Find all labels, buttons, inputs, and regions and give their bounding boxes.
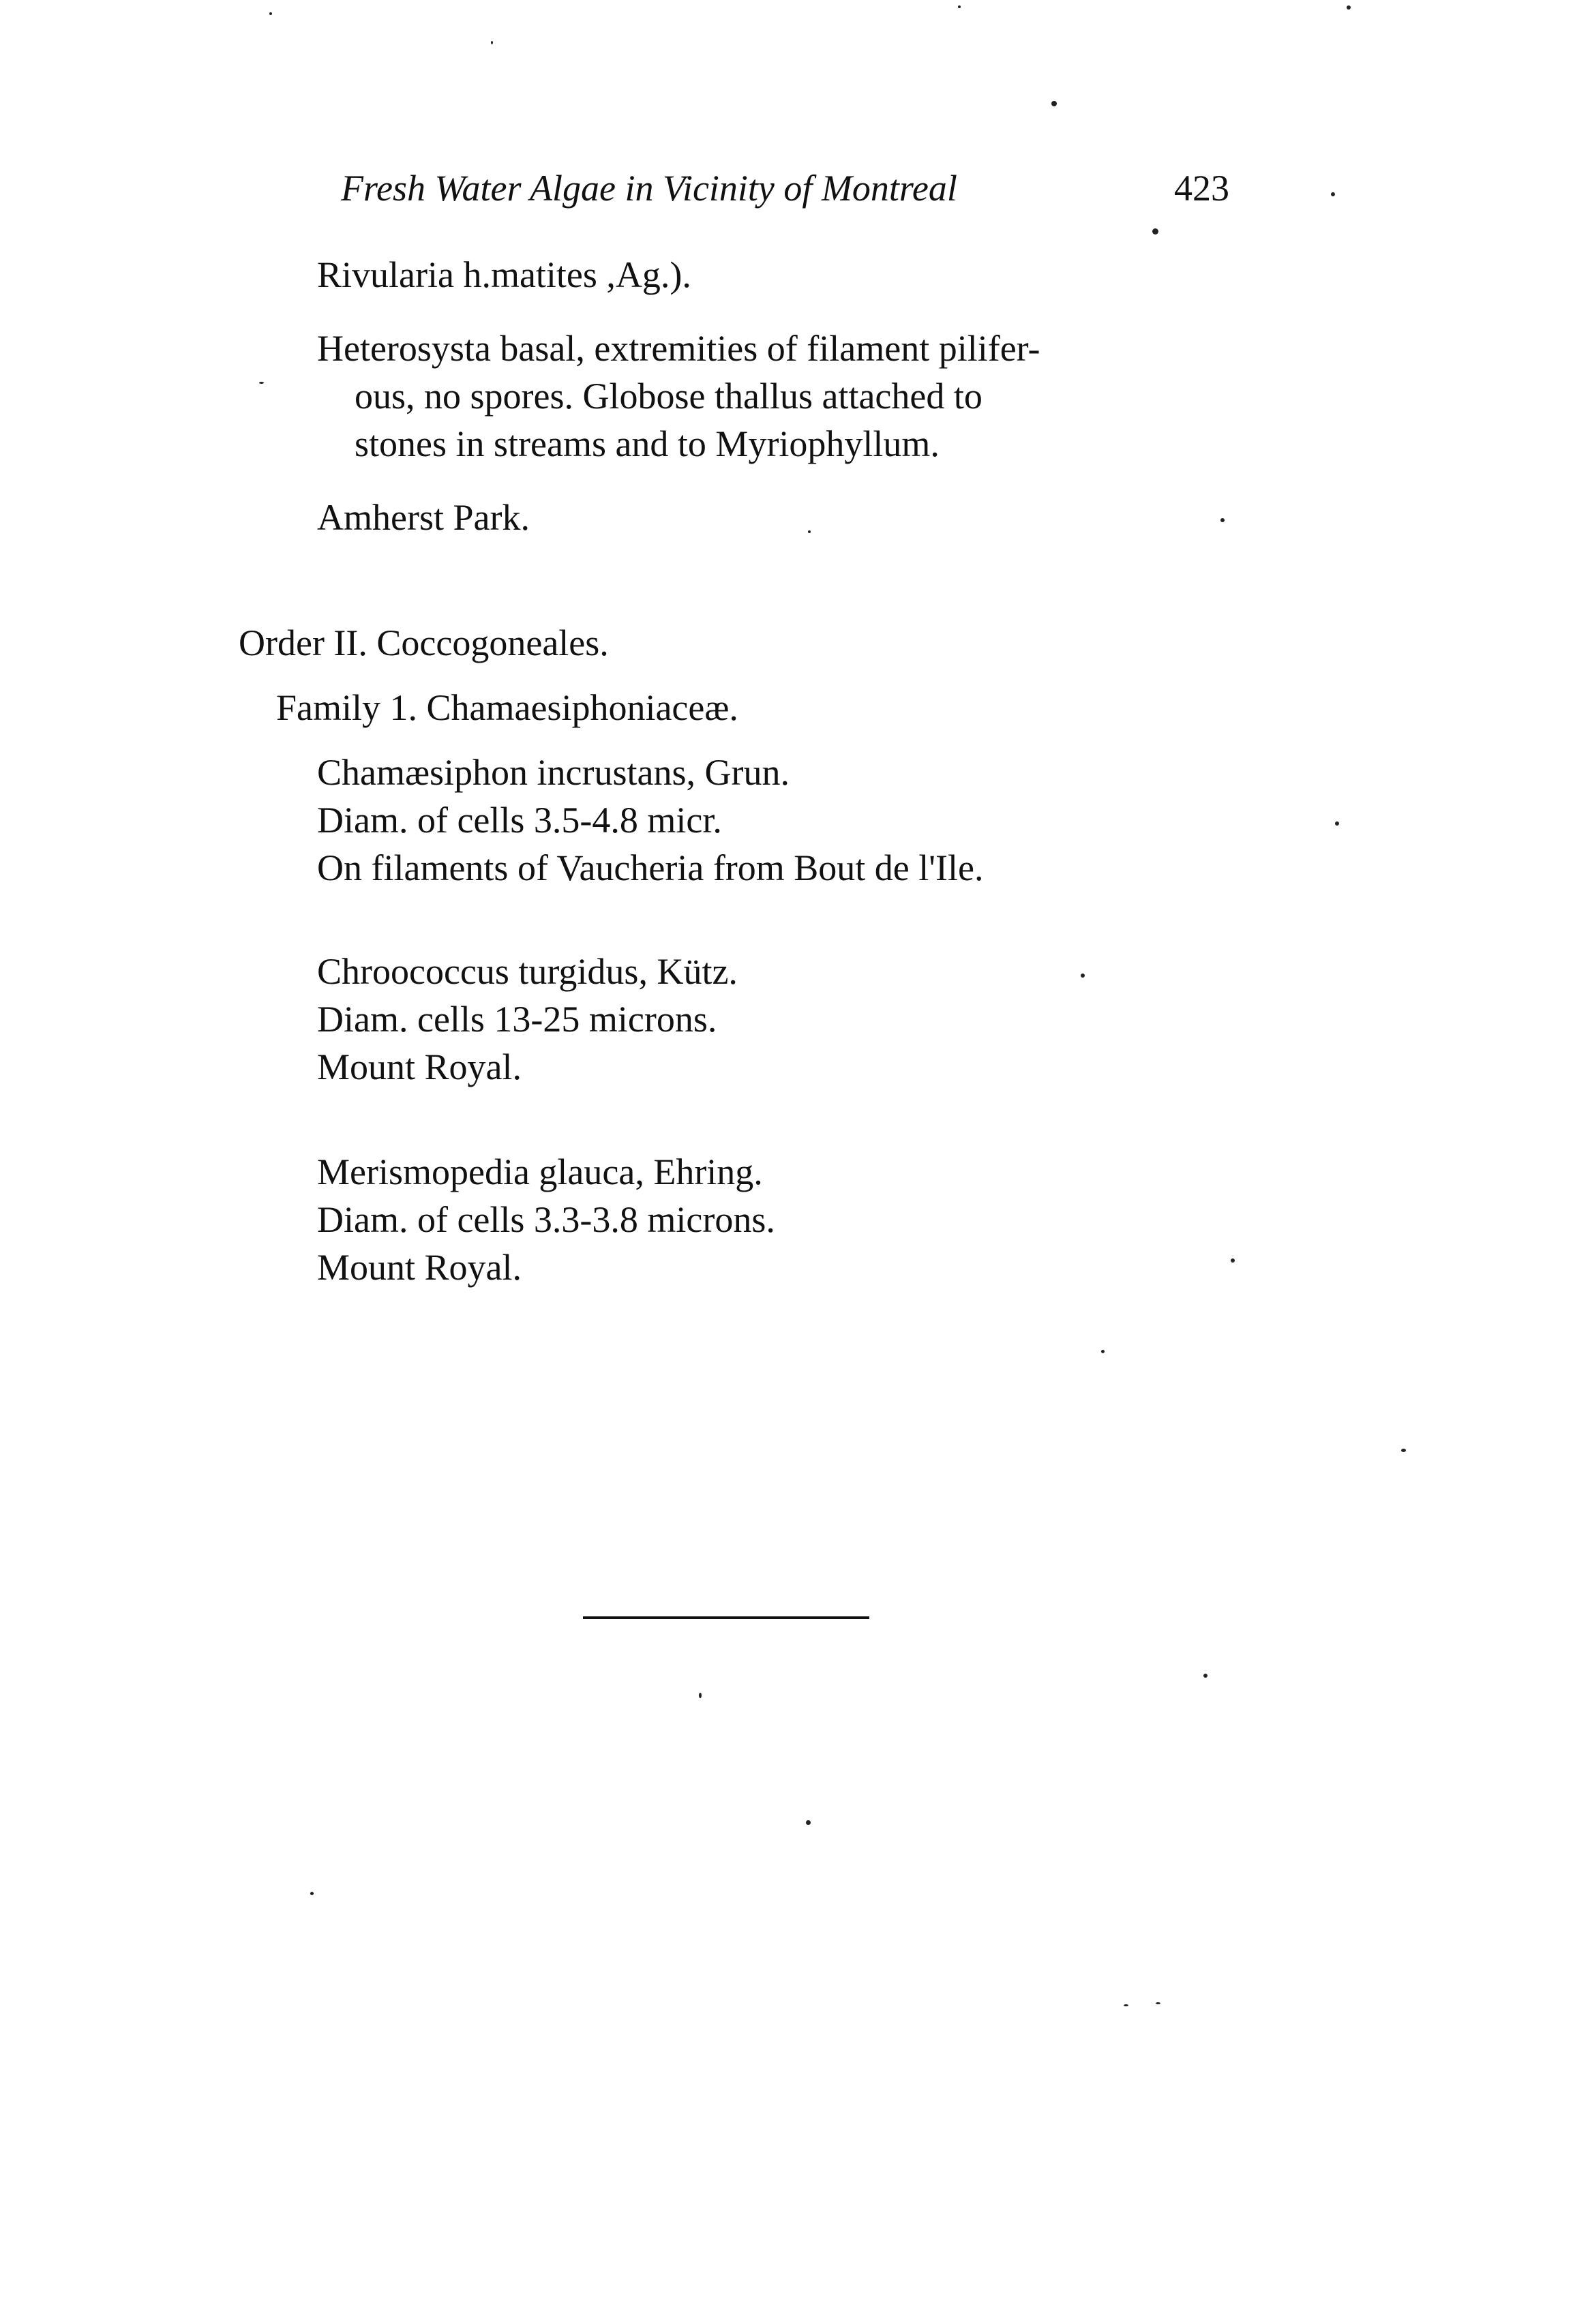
species-1-locality: On filaments of Vaucheria from Bout de l'Ile. (317, 847, 984, 888)
scan-speck (1335, 821, 1339, 826)
scan-speck (259, 382, 264, 384)
family-heading: Family 1. Chamaesiphoniaceæ. (276, 687, 738, 728)
scan-speck (699, 1693, 702, 1698)
species-2-locality: Mount Royal. (317, 1046, 522, 1087)
species-3-measure: Diam. of cells 3.3-3.8 microns. (317, 1199, 775, 1240)
species-1-measure: Diam. of cells 3.5-4.8 micr. (317, 800, 722, 841)
species-2-measure: Diam. cells 13-25 microns. (317, 999, 717, 1040)
scan-speck (1203, 1674, 1208, 1678)
scan-speck (806, 1820, 811, 1825)
scan-speck (1347, 5, 1351, 10)
running-title: Fresh Water Algae in Vicinity of Montreal (341, 168, 957, 209)
species-3-locality: Mount Royal. (317, 1247, 522, 1288)
page-number: 423 (1174, 168, 1229, 209)
scan-speck (808, 530, 811, 533)
species-2-name: Chroococcus turgidus, Kütz. (317, 951, 738, 992)
rivularia-name: Rivularia h.matites ,Ag.). (317, 254, 691, 295)
scan-speck (1156, 2002, 1160, 2004)
scan-speck (1051, 101, 1057, 106)
end-rule (583, 1616, 869, 1619)
rivularia-description-line-2: ous, no spores. Globose thallus attached to (355, 376, 982, 417)
scan-speck (1231, 1258, 1235, 1263)
scan-speck (269, 12, 272, 15)
scan-speck (310, 1892, 314, 1895)
rivularia-description-line-1: Heterosysta basal, extremities of filament pilifer- (317, 328, 1040, 369)
order-heading: Order II. Coccogoneales. (239, 622, 609, 663)
scan-speck (491, 41, 493, 44)
scan-speck (1081, 974, 1085, 978)
scan-speck (1220, 518, 1225, 522)
scan-speck (1124, 2004, 1128, 2006)
scan-speck (1101, 1350, 1105, 1353)
scan-speck (1331, 192, 1335, 196)
rivularia-description-line-3: stones in streams and to Myriophyllum. (355, 423, 940, 464)
species-3-name: Merismopedia glauca, Ehring. (317, 1151, 763, 1192)
rivularia-locality: Amherst Park. (317, 497, 530, 538)
scan-speck (1152, 228, 1158, 235)
species-1-name: Chamæsiphon incrustans, Grun. (317, 752, 790, 793)
scan-speck (958, 5, 961, 8)
scan-speck (1401, 1449, 1406, 1452)
